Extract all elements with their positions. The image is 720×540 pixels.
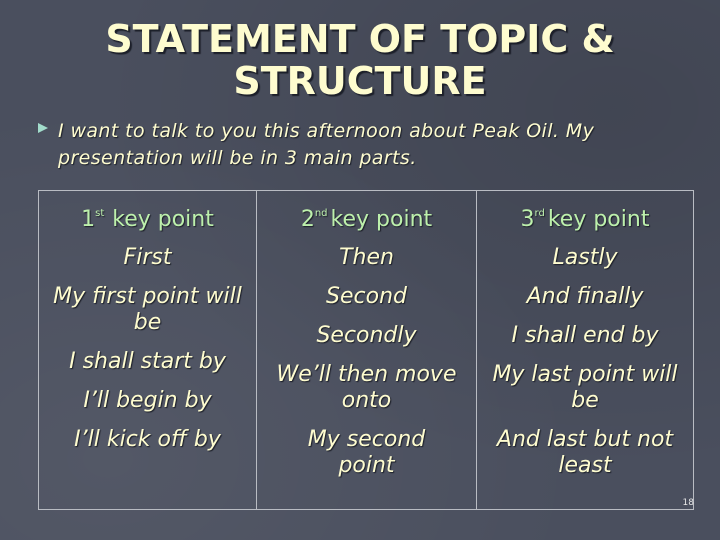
- column-1: [38, 191, 256, 509]
- column-2-item: We’ll then move onto: [276, 362, 457, 413]
- column-1-items: [48, 245, 248, 466]
- column-3-number: 3: [520, 207, 535, 232]
- slide-title-line-1: STATEMENT OF TOPIC &: [105, 17, 615, 61]
- column-2-item: Second: [326, 284, 407, 309]
- bullet-text: I want to talk to you this afternoon about Peak Oil. My presentation will be in 3 main parts.: [58, 120, 595, 169]
- column-1-number: 1: [81, 207, 96, 232]
- column-2-header: [301, 199, 432, 235]
- column-3-label: key point: [547, 207, 650, 232]
- column-2-item: Then: [339, 245, 394, 270]
- column-1-item: My first point will be: [53, 284, 242, 335]
- column-1-label: key point: [112, 207, 214, 232]
- column-3: [476, 191, 694, 509]
- column-3-items: [490, 245, 680, 492]
- key-points-table: [38, 190, 694, 510]
- column-3-header: [521, 199, 650, 235]
- column-2-number: 2: [300, 207, 315, 232]
- slide-title-line-2: STRUCTURE: [233, 59, 487, 103]
- column-3-item: My last point will be: [492, 362, 678, 413]
- column-1-suffix: st: [95, 208, 105, 219]
- column-1-item: First: [123, 245, 172, 270]
- column-3-suffix: rd: [534, 208, 545, 219]
- column-2: [256, 191, 476, 509]
- column-3-item: I shall end by: [511, 323, 659, 348]
- column-2-suffix: nd: [314, 208, 328, 219]
- column-2-items: [277, 245, 457, 492]
- bullet-point: [38, 118, 678, 172]
- column-1-item: I’ll begin by: [83, 388, 212, 413]
- column-2-item: Secondly: [316, 323, 417, 348]
- column-2-item: My second point: [307, 427, 426, 478]
- slide-title: [0, 18, 720, 102]
- column-1-item: I shall start by: [69, 349, 226, 374]
- column-1-header: [81, 199, 214, 235]
- column-3-item: Lastly: [552, 245, 618, 270]
- column-3-item: And finally: [526, 284, 644, 309]
- bullet-arrow-icon: [38, 123, 48, 133]
- column-1-item: I’ll kick off by: [74, 427, 221, 452]
- column-3-item: And last but not least: [496, 427, 674, 478]
- column-2-label: key point: [330, 207, 433, 232]
- page-number: 18: [682, 498, 694, 508]
